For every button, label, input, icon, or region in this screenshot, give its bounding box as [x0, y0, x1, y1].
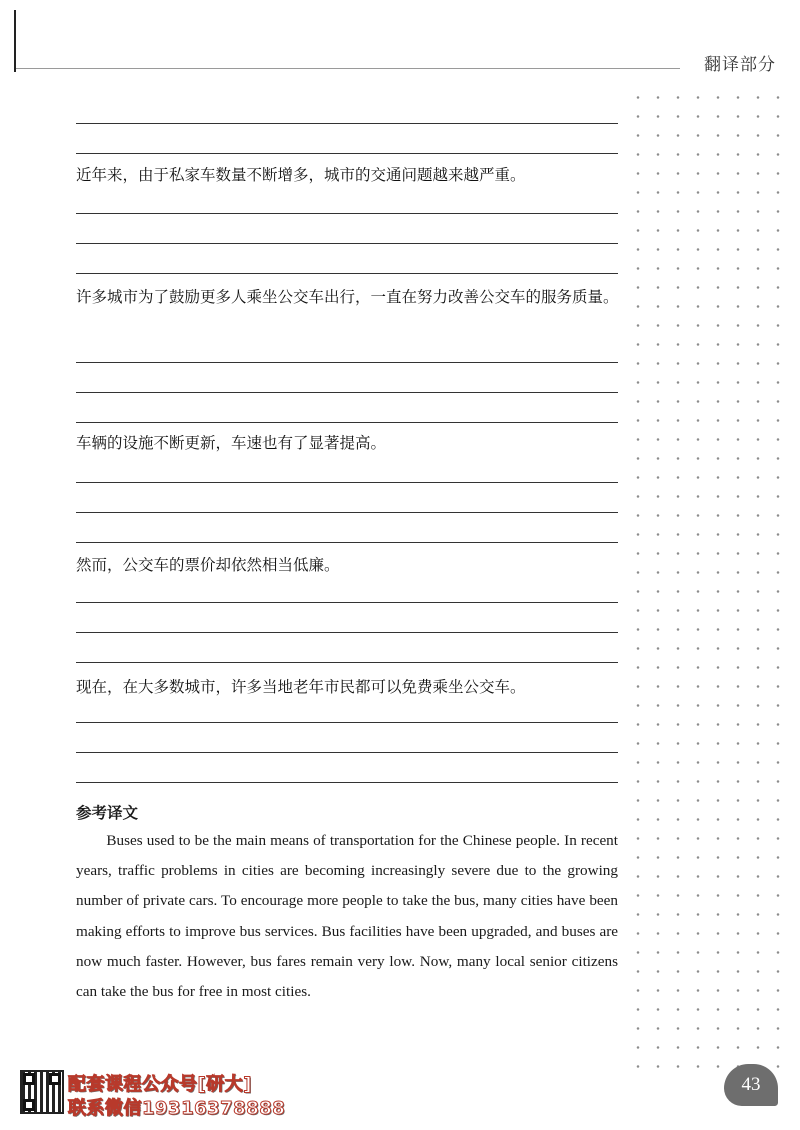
answer-line[interactable]: [76, 632, 618, 633]
exercise-sentence-3: 车辆的设施不断更新，车速也有了显著提高。: [76, 434, 387, 452]
exercise-sentence-2: 许多城市为了鼓励更多人乘坐公交车出行，一直在努力改善公交车的服务质量。: [76, 288, 619, 306]
reference-heading: 参考译文: [76, 804, 139, 822]
answer-line[interactable]: [76, 422, 618, 423]
promo-line-2: 联系微信19316378888: [68, 1098, 286, 1119]
answer-line[interactable]: [76, 662, 618, 663]
section-title: 翻译部分: [704, 55, 776, 75]
dot-grid-margin: [628, 88, 788, 1068]
page-number: 43: [724, 1064, 778, 1106]
answer-line[interactable]: [76, 542, 618, 543]
answer-line[interactable]: [76, 273, 618, 274]
answer-line[interactable]: [76, 123, 618, 124]
answer-line[interactable]: [76, 512, 618, 513]
answer-line[interactable]: [76, 392, 618, 393]
header-rule: [16, 68, 680, 69]
promo-line-1: 配套课程公众号[研大]: [68, 1074, 252, 1095]
book-spine-line: [14, 10, 16, 72]
answer-line[interactable]: [76, 482, 618, 483]
exercise-sentence-1: 近年来，由于私家车数量不断增多，城市的交通问题越来越严重。: [76, 166, 526, 184]
answer-line[interactable]: [76, 153, 618, 154]
exercise-sentence-5: 现在，在大多数城市，许多当地老年市民都可以免费乘坐公交车。: [76, 678, 526, 696]
reference-translation: Buses used to be the main means of transportation for the Chinese people. In recent years, traffic problems in cities are becoming increasingly severe due to the growing number of private cars. To encourage more people to take the bus, many cities have been making efforts to improve bus services. Bus facilities have been upgraded, and buses are now much faster. However, bus fares remain very low. Now, many local senior citizens can take the bus for free in most cities.: [76, 832, 618, 1001]
answer-line[interactable]: [76, 722, 618, 723]
answer-line[interactable]: [76, 362, 618, 363]
answer-line[interactable]: [76, 213, 618, 214]
exercise-sentence-4: 然而，公交车的票价却依然相当低廉。: [76, 556, 340, 574]
answer-line[interactable]: [76, 782, 618, 783]
qr-code-icon: [20, 1070, 64, 1114]
answer-line[interactable]: [76, 243, 618, 244]
answer-line[interactable]: [76, 752, 618, 753]
answer-line[interactable]: [76, 602, 618, 603]
